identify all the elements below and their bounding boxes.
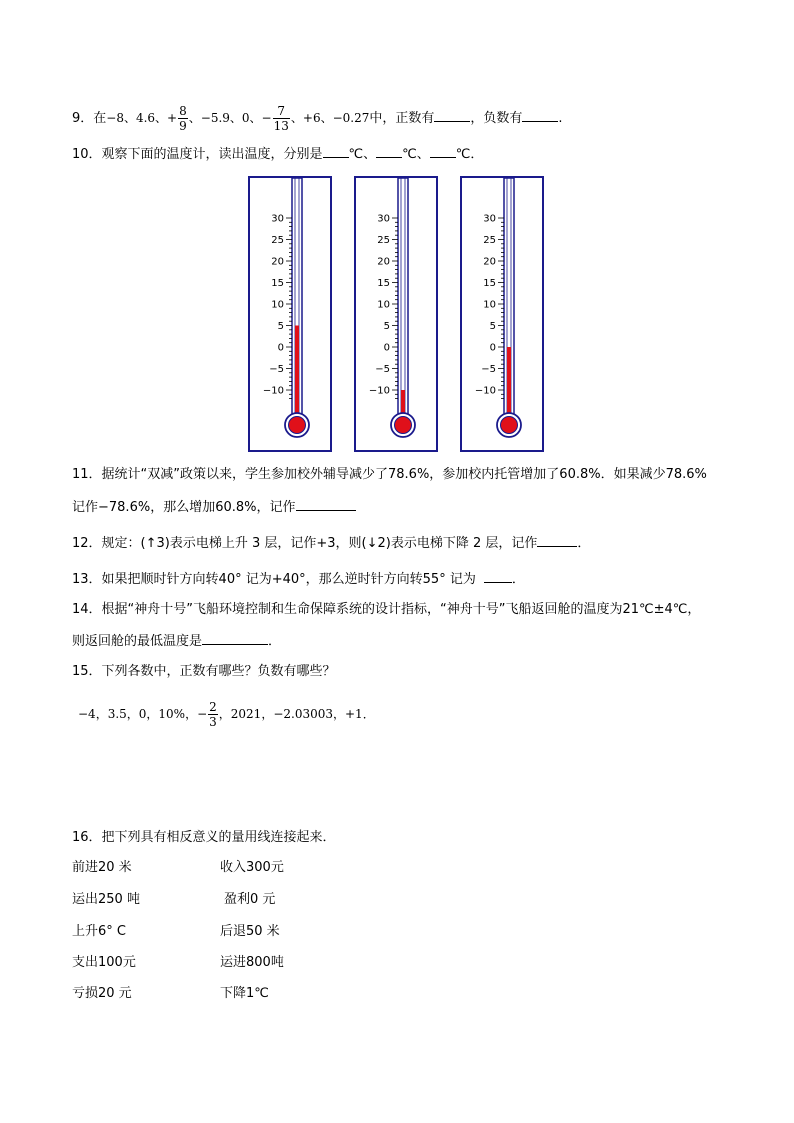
q9-blank-positive[interactable] — [434, 107, 470, 122]
q11-blank[interactable] — [296, 496, 356, 511]
question-11-line-1 — [72, 465, 707, 485]
q10-unit-1: ℃、 — [348, 147, 377, 162]
tick-label: 10 — [271, 299, 284, 311]
q9-list-b: 、−5.9、0、− — [188, 111, 272, 125]
thermometer-bulb — [501, 417, 518, 434]
q9-frac2-numerator: 7 — [273, 104, 290, 119]
q16-left-item[interactable]: 支出100元 — [72, 955, 136, 970]
question-9 — [72, 104, 563, 133]
question-10 — [72, 143, 483, 165]
question-15 — [72, 662, 336, 682]
tick-label: 30 — [483, 213, 496, 225]
tick-label: 30 — [377, 213, 390, 225]
q10-text: 10．观察下面的温度计，读出温度，分别是 — [72, 147, 323, 162]
q9-frac1-denominator: 9 — [179, 119, 187, 133]
q14-blank[interactable] — [202, 630, 268, 645]
tick-label: −5 — [481, 364, 496, 375]
tick-label: −10 — [474, 385, 496, 397]
q12-text: 12．规定：(↑3)表示电梯上升 3 层，记作+3，则(↓2)表示电梯下降 2 层，记作 — [72, 536, 538, 551]
thermometer-2 — [354, 176, 438, 452]
q16-pair-row — [72, 890, 276, 910]
q9-tail-b: ，负数有 — [470, 111, 523, 126]
q14-line-2: 则返回舱的最低温度是 — [72, 634, 203, 649]
thermometer-1 — [248, 176, 332, 452]
tick-label: 5 — [383, 321, 390, 332]
tick-label: 25 — [377, 235, 390, 246]
q10-unit-2: ℃、 — [402, 147, 430, 162]
q9-end: . — [558, 111, 563, 126]
q16-pair-row — [72, 922, 280, 942]
q10-blank-1[interactable] — [323, 143, 349, 158]
thermometer-bulb — [289, 417, 306, 434]
question-14-line-2 — [72, 630, 281, 652]
q16-right-item[interactable]: 后退50 米 — [220, 924, 280, 939]
thermometer-3 — [460, 176, 544, 452]
tick-label: −10 — [368, 385, 390, 397]
q16-left-item[interactable]: 运出250 吨 — [72, 892, 140, 907]
q9-fraction-1 — [178, 104, 188, 133]
q16-left-item[interactable]: 亏损20 元 — [72, 986, 132, 1001]
tick-label: 10 — [483, 299, 496, 311]
q9-blank-negative[interactable] — [522, 107, 558, 122]
tick-label: 20 — [271, 256, 284, 268]
q15-fraction — [208, 700, 218, 729]
q14-line-1: 14．根据“神舟十号”飞船环境控制和生命保障系统的设计指标，“神舟十号”飞船返回舱的温度为21℃±4℃， — [72, 602, 701, 617]
tick-label: 20 — [483, 256, 496, 268]
q15-numbers-a: −4，3.5，0，10%，− — [78, 707, 208, 721]
question-13 — [72, 568, 525, 590]
thermometer-bulb — [395, 417, 412, 434]
q15-frac-numerator: 2 — [209, 700, 217, 714]
q16-pair-row — [72, 858, 284, 878]
q13-text: 13．如果把顺时针方向转40° 记为+40°，那么逆时针方向转55° 记为 — [72, 572, 476, 587]
q13-blank[interactable] — [484, 568, 512, 583]
tick-label: −5 — [375, 364, 390, 375]
q15-frac-denominator: 3 — [209, 715, 217, 729]
q9-number: 9．在 — [72, 111, 107, 126]
q15-text: 15．下列各数中，正数有哪些？负数有哪些？ — [72, 664, 336, 679]
q13-end: ． — [511, 572, 525, 587]
tick-label: 5 — [277, 321, 284, 332]
q12-end: ． — [577, 536, 591, 551]
q16-pair-row — [72, 953, 284, 973]
mercury-column — [295, 326, 299, 420]
question-14-line-1 — [72, 600, 700, 620]
question-15-numbers — [78, 700, 375, 729]
tick-label: 10 — [377, 299, 390, 311]
tick-label: −5 — [269, 364, 284, 375]
tick-label: 0 — [277, 342, 284, 354]
tick-label: 15 — [483, 278, 496, 289]
q9-list-a: −8、4.6、+ — [106, 111, 178, 125]
tick-label: 5 — [489, 321, 496, 332]
q9-list-c: 、+6、−0.27 — [290, 111, 370, 125]
q16-right-item[interactable]: 下降1℃ — [220, 986, 269, 1001]
q12-blank[interactable] — [537, 532, 577, 547]
tick-label: 15 — [377, 278, 390, 289]
q10-unit-3: ℃． — [455, 147, 484, 162]
q15-numbers-b: ，2021，−2.03003，+1． — [218, 707, 375, 721]
q16-right-item[interactable]: 运进800吨 — [220, 955, 284, 970]
q16-right-item[interactable]: 收入300元 — [220, 860, 284, 875]
question-11-line-2 — [72, 496, 356, 518]
q16-left-item[interactable]: 前进20 米 — [72, 860, 132, 875]
q16-left-item[interactable]: 上升6° C — [72, 924, 126, 939]
q9-frac2-denominator: 13 — [273, 119, 289, 133]
tick-label: −10 — [262, 385, 284, 397]
mercury-column — [507, 347, 511, 419]
tick-label: 30 — [271, 213, 284, 225]
tick-label: 25 — [483, 235, 496, 246]
q11-line-2: 记作−78.6%，那么增加60.8%，记作 — [72, 500, 296, 515]
tick-label: 0 — [383, 342, 390, 354]
q9-frac1-numerator: 8 — [179, 104, 187, 118]
tick-label: 0 — [489, 342, 496, 354]
q16-right-item[interactable]: 盈利0 元 — [224, 892, 276, 907]
q10-blank-3[interactable] — [430, 143, 456, 158]
thermometer-tube — [398, 178, 408, 419]
q14-end: ． — [268, 634, 282, 649]
question-16 — [72, 828, 336, 848]
q9-fraction-2 — [273, 104, 290, 133]
tick-label: 25 — [271, 235, 284, 246]
q16-pair-row — [72, 984, 269, 1004]
question-12 — [72, 532, 590, 554]
tick-label: 15 — [271, 278, 284, 289]
q10-blank-2[interactable] — [376, 143, 402, 158]
q11-line-1: 11．据统计“双减”政策以来，学生参加校外辅导减少了78.6%，参加校内托管增加了60.8%．如果减少78.6% — [72, 467, 707, 482]
q16-text: 16．把下列具有相反意义的量用线连接起来． — [72, 830, 336, 845]
q9-tail-a: 中，正数有 — [369, 111, 435, 126]
tick-label: 20 — [377, 256, 390, 268]
